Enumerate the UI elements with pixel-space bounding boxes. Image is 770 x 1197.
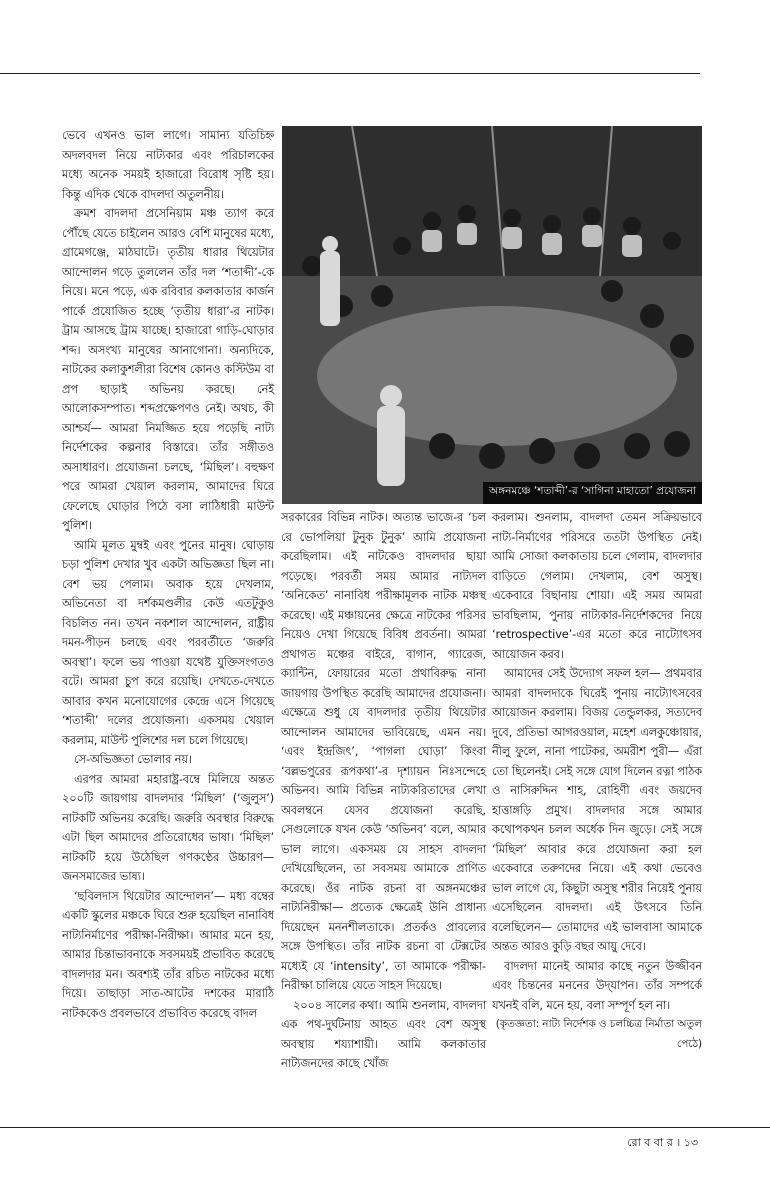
paragraph: বাদলদা মানেই আমার কাছে নতুন উজ্জীবন এবং চিন্তনের মননের উদ্‌যাপন। তাঁর সম্পর্কে যখনই বলি, মনে হয়, বলা সম্পূর্ণ হল না।	[492, 958, 702, 1012]
article-column-1	[62, 126, 274, 1023]
top-rule	[0, 73, 700, 74]
paragraph: ক্রমশ বাদলদা প্রসেনিয়াম মঞ্চ ত্যাগ করে পৌঁছে যেতে চাইলেন আরও বেশি মানুষের মধ্যে, গ্রামেগঞ্জে, মাঠঘাটে। তৃতীয় ধারার থিয়েটার আন্দোলন গড়ে তুললেন তাঁর দল ‘শতাব্দী’-কে নিয়ে। মনে পড়ে, এক রবিবার কলকাতার কার্জন পার্কে প্রযোজিত হচ্ছে ‘তৃতীয় ধারা’-র নাটক। ট্রাম আসছে ট্রাম যাচ্ছে। হাজারো গাড়ি-ঘোড়ার শব্দ। অসংখ্য মানুষের আনাগোনা। অন্যদিকে, নাটকের কলাকুশলীরা বিশেষ কোনও কস্টিউম বা প্রপ ছাড়াই অভিনয় করছে। নেই আলোকসম্পাত। শব্দপ্রক্ষেপণও নেই। অথচ, কী আশ্চর্য— আমরা নিমজ্জিত হয়ে পড়েছি নাট্য নির্দেশকের কল্পনার বিস্তারে। তাঁর সঙ্গীতও অসাধারণ। প্রযোজনা চলছে, ‘মিছিল’। বহুক্ষণ পরে আমরা খেয়াল করলাম, আমাদের ঘিরে ফেলেছে ঘোড়ার পিঠে বসা লাঠিধারী মাউন্ট পুলিশ।	[62, 206, 274, 532]
photo-illustration	[282, 126, 702, 504]
paragraph: ‘ছবিলদাস থিয়েটার আন্দোলন’— মধ্য বম্বের একটি স্কুলের মঞ্চকে ঘিরে শুরু হয়েছিল নানাবিধ নাট্যনির্মাণের পরীক্ষা-নিরীক্ষা। আমার মনে হয়, আমার চিন্তাভাবনাকে সবসময়ই প্রভাবিত করেছে বাদলদার মন। অবশ্যই তাঁর রচিত নাটকের মধ্যে দিয়ে। তাছাড়া সাত-আটের দশকের মারাঠি নাটককেও প্রবলভাবে প্রভাবিত করেছে বাদল	[62, 888, 274, 1020]
paragraph: আমি মূলত মুম্বই এবং পুনের মানুষ। ঘোড়ায় চড়া পুলিশ দেখার খুব একটা অভিজ্ঞতা ছিল না। বেশ ভয় পেলাম। অবাক হয়ে দেখলাম, অভিনেতা বা দর্শকমণ্ডলীর কেউ এতটুকুও বিচলিত নন। তখন নকশাল আন্দোলন, রাষ্ট্রীয় দমন-পীড়ন চলছে এবং পরবর্তীতে ‘জরুরি অবস্থা’। ফলে ভয় পাওয়া যথেষ্ট যুক্তিসংগতও বটে। আমরা চুপ করে রয়েছি। দেখতে-দেখতে আবার কখন মনোযোগের কেন্দ্রে এসে গিয়েছে ‘শতাব্দী’ দলের প্রযোজনা। একসময় খেয়াল করলাম, মাউন্ট পুলিশের দল চলে গিয়েছে।	[62, 537, 274, 747]
paragraph: ভেবে এখনও ভাল লাগে। সামান্য যতিচিহ্ন অদলবদল নিয়ে নাট্যকার এবং পরিচালকের মধ্যে অনেক সময়ই হাজারো বিরোধ সৃষ্টি হয়। কিন্তু এদিক থেকে বাদলদা অতুলনীয়।	[62, 128, 274, 201]
theatre-photograph	[282, 126, 702, 504]
paragraph: আমাদের সেই উদ্যোগ সফল হল— প্রথমবার আমরা বাদলদাকে ঘিরেই পুনায় নাট্যোৎসবের আয়োজন করলাম। বিজয় তেন্ডুলকর, সত্যদেব দুবে, প্রতিভা আগরওয়াল, মহেশ এলকুঞ্চোয়ার, নীলু ফুলে, নানা পাটেকর, অমরীশ পুরী— এঁরা তো ছিলেনই। সেই সঙ্গে যোগ দিলেন রত্না পাঠক ও নাসিরুদ্দিন শাহ, রোহিণী এবং জয়দেব হাত্তাঙ্গড়ি প্রমুখ। বাদলদার সঙ্গে আমার কথোপকথন চলল অর্ধেক দিন জুড়ে। সেই সঙ্গে ‘মিছিল’ আবার করে প্রযোজনা করা হল একেবারে তরুণদের নিয়ে। এই কথা ভেবেও ভাল লাগে যে, কিছুটা অসুস্থ শরীর নিয়েই পুনায় এসেছিলেন বাদলদা। এই উৎসবে তিনি বলেছিলেন— তোমাদের এই ভালবাসা আমাকে অন্তত আরও কুড়ি বছর আয়ু দেবে।	[492, 666, 702, 953]
article-column-2	[281, 508, 486, 1074]
article-column-3	[492, 508, 702, 1054]
credit-line: (কৃতজ্ঞতা: নাট্য নির্দেশক ও চলচ্চিত্র নির্মাতা অতুল পেঠে)	[495, 1018, 702, 1050]
page-folio: রো ব বা র । ১৩	[627, 1136, 698, 1149]
bottom-rule	[0, 1127, 770, 1128]
paragraph: করলাম। শুনলাম, বাদলদা তেমন সক্রিয়ভাবে নাট্য-নির্মাণের পরিসরে ততটা উপস্থিত নেই। আমি সোজা কলকাতায় চলে গেলাম, বাদলদার বাড়িতে গেলাম। দেখলাম, বেশ অসুস্থ। একেবারে বিছানায় শোয়া। এই সময় আমরা ভাবছিলাম, পুনায় নাট্যকার-নির্দেশকদের নিয়ে ‘retrospective’-এর মতো করে নাট্যোৎসব আয়োজন করব।	[492, 510, 702, 661]
paragraph: এরপর আমরা মহারাষ্ট্র-বম্বে মিলিয়ে অন্তত ২০০টি জায়গায় বাদলদার ‘মিছিল’ (‘জুলুস’) নাটকটি অভিনয় করেছি। জরুরি অবস্থার বিরুদ্ধে এটা ছিল আমাদের প্রতিরোধের ভাষা। ‘মিছিল’ নাটকটি হয়ে উঠেছিল গণকণ্ঠের উচ্চারণ— জনসমাজের ভাষ্য।	[62, 771, 274, 883]
paragraph: সে-অভিজ্ঞতা ভোলার নয়।	[74, 752, 192, 766]
paragraph: সরকারের বিভিন্ন নাটক। অত্যন্ত ভাজে-র ‘চল রে ভোপলিয়া টুনুক টুনুক’ আমি প্রযোজনা করেছিলাম। এই নাটকেও বাদলদার ছায়া পড়েছে। পরবর্তী সময় আমার নাট্যদল ‘অনিকেত’ নানাবিধ পরীক্ষামূলক নাটক মঞ্চস্থ করেছে। এই মঞ্চায়নের ক্ষেত্রে নাটকের পরিসর নিয়েও দেখা গিয়েছে বিবিধ প্রবর্তনা। আমরা প্রথাগত মঞ্চের বাইরে, বাগান, গ্যারেজ, ক্যান্টিন, ফোয়ারের মতো প্রথাবিরুদ্ধ নানা জায়গায় উপস্থিত করেছি আমাদের প্রযোজনা। এক্ষেত্রে শুধু যে বাদলদার তৃতীয় থিয়েটার আন্দোলন আমাদের ভাবিয়েছে, এমন নয়। ‘এবং ইন্দ্রজিৎ’, ‘পাগলা ঘোড়া’ কিংবা ‘বল্লভপুরের রূপকথা’-র দৃশ্যায়ন নিঃসন্দেহে অভিনব। আমি বিভিন্ন নাট্যকরিতাদের লেখা অবলম্বনে যেসব প্রযোজনা করেছি, সেগুলোকে যখন কেউ ‘অভিনব’ বলে, আমার ভাল লাগে। একসময় যে সাহস বাদলদা দেখিয়েছিলেন, তা সবসময় আমাকে প্রাণিত করেছে। ওঁর নাটক রচনা বা অঙ্গনমঞ্চের নাট্যনিরীক্ষা— প্রত্যেক ক্ষেত্রেই উনি প্রাধান্য দিয়েছেন মননশীলতাকে। প্রতর্কও প্রাবল্যের সঙ্গে উপস্থিত। তাঁর নাটক রচনা বা টেক্সটের মধ্যেই যে ‘intensity’, তা আমাকে পরীক্ষা-নিরীক্ষা চালিয়ে যেতে সাহস দিয়েছে।	[281, 510, 486, 992]
photo-caption: অঙ্গনমঞ্চে ‘শতাব্দী’-র ‘সাগিনা মাহাতো’ প্রযোজনা	[483, 482, 702, 504]
paragraph: ২০০৪ সালের কথা। আমি শুনলাম, বাদলদা এক পথ-দুর্ঘটনায় আহত এবং বেশ অসুস্থ অবস্থায় শয্যাশায়ী। আমি কলকাতার নাট্যজনদের কাছে খোঁজ	[281, 997, 486, 1070]
